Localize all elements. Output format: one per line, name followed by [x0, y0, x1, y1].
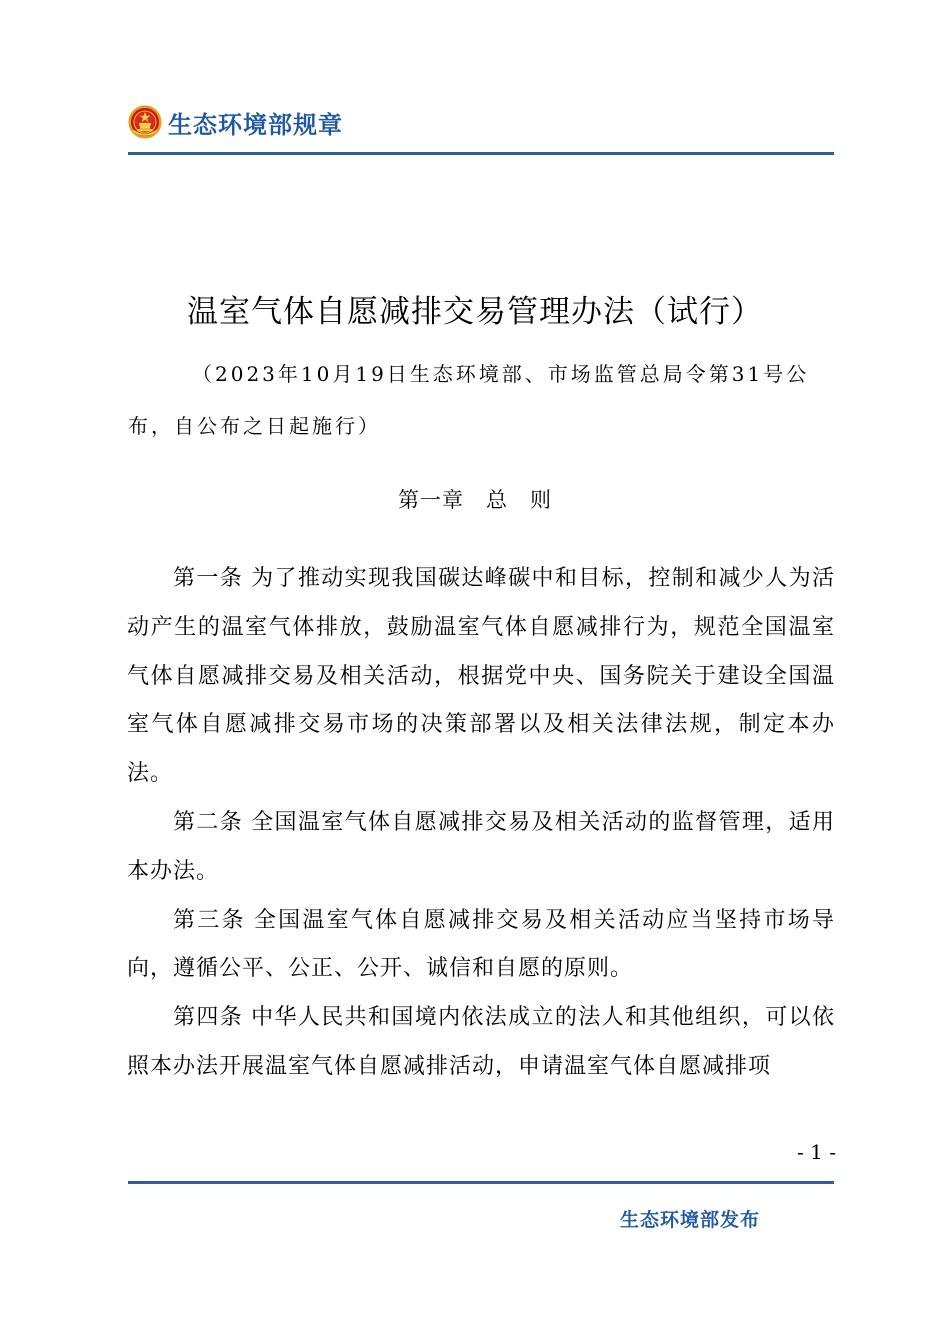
article-paragraph — [127, 799, 835, 897]
footer-divider — [128, 1181, 834, 1184]
chapter-heading: 第一章 总 则 — [398, 488, 552, 512]
article-text: 为了推动实现我国碳达峰碳中和目标，控制和减少人为活动产生的温室气体排放，鼓励温室气体自愿减排行为，规范全国温室气体自愿减排交易及相关活动，根据党中央、国务院关于建设全国温室气体自愿减排交易市场的决策部署以及相关法律法规，制定本办法。 — [127, 566, 835, 787]
page-number: - 1 - — [797, 1140, 836, 1164]
article-label: 第一条 — [173, 566, 244, 591]
national-emblem-icon — [128, 105, 162, 139]
article-label: 第三条 — [173, 907, 246, 933]
article-label: 第二条 — [173, 809, 244, 835]
article-paragraph — [127, 994, 835, 1092]
article-text: 全国温室气体自愿减排交易及相关活动的监督管理，适用本办法。 — [127, 809, 835, 884]
article-label: 第四条 — [173, 1005, 244, 1031]
page-header — [128, 100, 343, 144]
document-body — [127, 555, 835, 1092]
document-title: 温室气体自愿减排交易管理办法（试行） — [187, 294, 763, 330]
footer-publisher: 生态环境部发布 — [620, 1209, 761, 1231]
header-divider — [128, 152, 834, 155]
article-paragraph — [127, 555, 835, 799]
article-text: 全国温室气体自愿减排交易及相关活动应当坚持市场导向，遵循公平、公正、公开、诚信和自愿的原则。 — [127, 907, 835, 982]
article-text: 中华人民共和国境内依法成立的法人和其他组织，可以依照本办法开展温室气体自愿减排活动，申请温室气体自愿减排项 — [127, 1005, 835, 1079]
document-subtitle: （2023年10月19日生态环境部、市场监管总局令第31号公布，自公布之日起施行） — [128, 362, 810, 438]
header-title: 生态环境部规章 — [168, 110, 343, 139]
article-paragraph — [127, 897, 835, 995]
